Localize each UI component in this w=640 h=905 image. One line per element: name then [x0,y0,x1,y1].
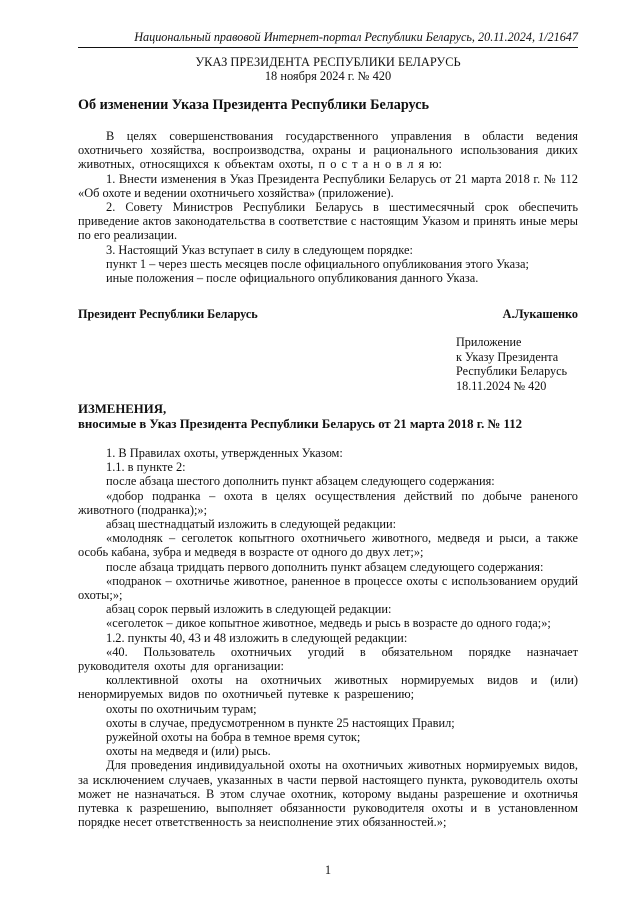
signature-position: Президент Республики Беларусь [78,307,258,321]
changes-paragraph: «молодняк – сеголеток копытного охотничьего животного, медведя и рыси, а также особь кабана, зубра и медведя в возрасте от одного до двух лет;»; [78,531,578,560]
changes-paragraph: 1. В Правилах охоты, утвержденных Указом: [106,446,343,460]
decree-item: пункт 1 – через шесть месяцев после официального опубликования этого Указа; [106,256,529,271]
changes-paragraph: после абзаца тридцать первого дополнить пункт абзацем следующего содержания: [106,559,544,574]
appendix-line: Приложение [456,335,522,349]
changes-paragraph: охоты по охотничьим турам; [106,701,257,716]
changes-paragraph: абзац сорок первый изложить в следующей редакции: [106,602,392,617]
decree-heading: УКАЗ ПРЕЗИДЕНТА РЕСПУБЛИКИ БЕЛАРУСЬ [195,55,461,69]
decree-date-number: 18 ноября 2024 г. № 420 [264,69,392,83]
portal-header: Национальный правовой Интернет-портал Республики Беларусь, 20.11.2024, 1/21647 [134,30,578,44]
changes-paragraph: 1.1. в пункте 2: [106,460,186,475]
header-divider [78,47,578,48]
decree-item: 3. Настоящий Указ вступает в силу в следующем порядке: [106,242,413,257]
changes-paragraph: «40. Пользователь охотничьих угодий в обязательном порядке назначает руководителя охоты для организации: [78,644,578,674]
signature-name: А.Лукашенко [502,307,578,321]
changes-title-line1: ИЗМЕНЕНИЯ, [78,402,167,416]
changes-title [78,402,578,432]
changes-body [78,446,578,829]
decree-item: 2. Совету Министров Республики Беларусь в шестимесячный срок обеспечить приведение актов законодательства в соответствие с настоящим Указом и принять иные меры по его реализации. [78,200,578,243]
changes-paragraph: коллективной охоты на охотничьих животных нормируемых видов и (или) ненормируемых видов по охотничьей путевке к разрешению; [78,673,578,702]
page-number: 1 [324,863,332,877]
changes-title-line2: вносимые в Указ Президента Республики Беларусь от 21 марта 2018 г. № 112 [78,417,523,431]
changes-paragraph: «подранок – охотничье животное, раненное в процессе охоты с использованием орудий охоты;»; [78,573,578,603]
changes-paragraph: ружейной охоты на бобра в темное время суток; [106,730,361,745]
changes-paragraph: после абзаца шестого дополнить пункт абзацем следующего содержания: [106,474,495,489]
decree-item: иные положения – после официального опубликования данного Указа. [106,271,479,286]
preamble-paragraph: В целях совершенствования государственного управления в области ведения охотничьего хозяйства, воспроизводства, охраны и рационального использования диких животных, относящихся к объектам охоты, п о с т а н о в л я ю: [78,129,578,172]
appendix-line: Республики Беларусь [456,364,568,379]
changes-paragraph: абзац шестнадцатый изложить в следующей редакции: [106,517,397,532]
changes-paragraph: охоты на медведя и (или) рысь. [106,744,271,759]
changes-paragraph: охоты в случае, предусмотренном в пункте 25 настоящих Правил; [106,715,455,730]
signature-block [78,307,578,322]
decree-item: 1. Внести изменения в Указ Президента Республики Беларусь от 21 марта 2018 г. № 112 «Об охоте и ведении охотничьего хозяйства» (приложение). [78,171,578,200]
appendix-reference [456,335,596,393]
changes-paragraph: «добор подранка – охота в целях осуществления действий по добыче раненого животного (подранка);»; [78,488,578,517]
appendix-line: 18.11.2024 № 420 [456,378,547,393]
decree-title: Об изменении Указа Президента Республики Беларусь [78,97,430,113]
appendix-line: к Указу Президента [456,349,559,364]
decree-body [78,129,578,285]
changes-paragraph: 1.2. пункты 40, 43 и 48 изложить в следующей редакции: [106,630,408,645]
changes-paragraph: Для проведения индивидуальной охоты на охотничьих животных нормируемых видов, за исключением случаев, указанных в части первой настоящего пункта, руководитель охоты может не назначаться. В этом случае охотник, которому выданы разрешение и охотничья путевка к разрешению, выполняет обязанности руководителя охоты и в установленном порядке несет ответственность за неисполнение этих обязанностей.»; [78,758,578,830]
changes-paragraph: «сеголеток – дикое копытное животное, медведь и рысь в возрасте до одного года;»; [106,616,551,631]
